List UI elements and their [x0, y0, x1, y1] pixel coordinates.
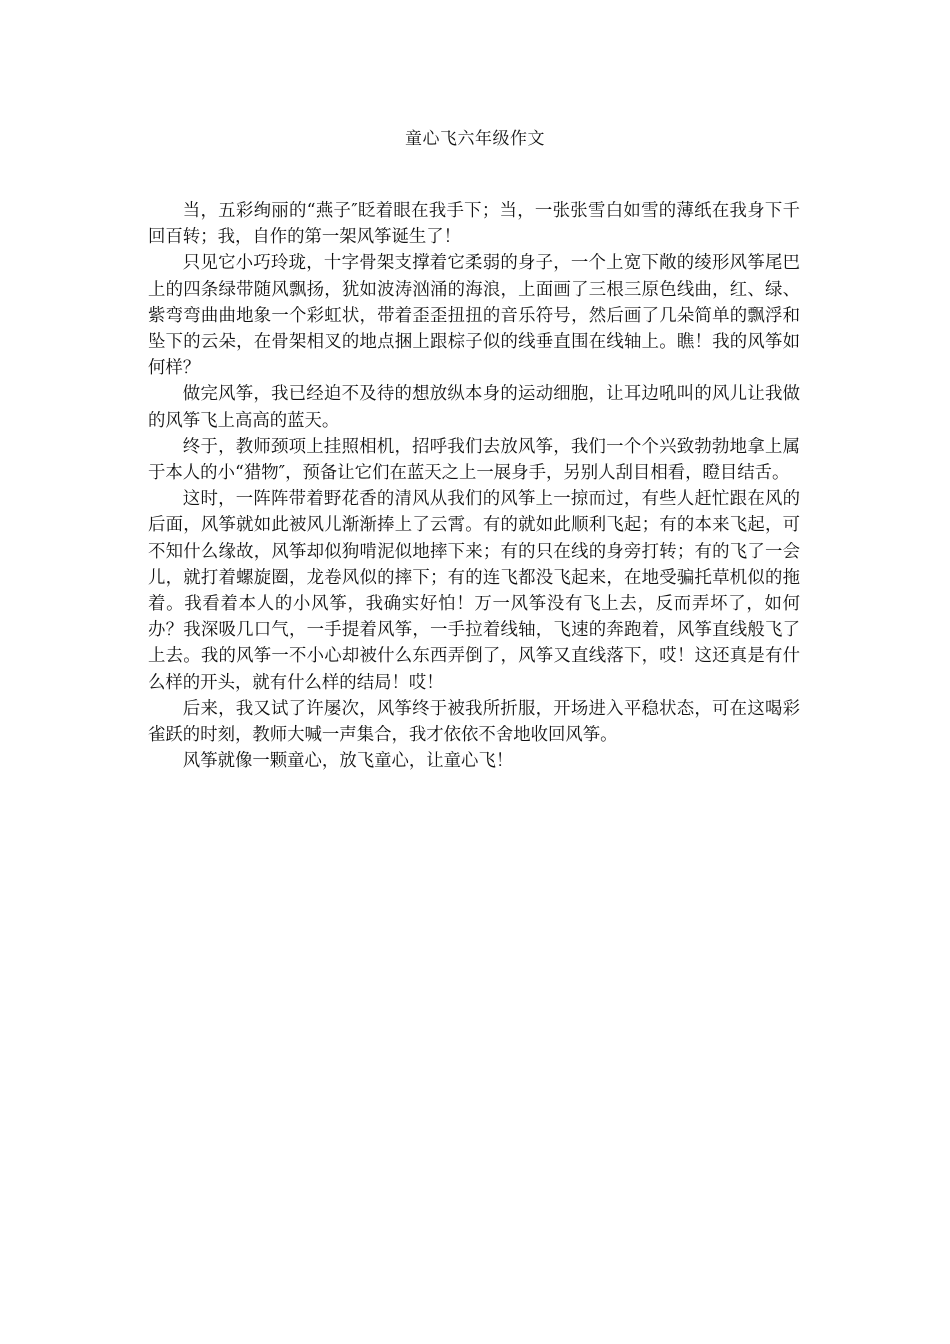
paragraph-3: 做完风筝，我已经迫不及待的想放纵本身的运动细胞，让耳边吼叫的风儿让我做的风筝飞上高高的蓝天。	[148, 384, 800, 431]
paragraph-1: 当，五彩绚丽的“燕子″眨着眼在我手下；当，一张张雪白如雪的薄纸在我身下千回百转；我，自作的第一架风筝诞生了！	[148, 201, 800, 248]
paragraph-6: 后来，我又试了许屡次，风筝终于被我所折服，开场进入平稳状态，可在这喝彩雀跃的时刻，教师大喊一声集合，我才依依不舍地收回风筝。	[148, 698, 800, 746]
document-body	[148, 198, 800, 774]
paragraph-2: 只见它小巧玲珑，十字骨架支撑着它柔弱的身子，一个上宽下敞的绫形风筝尾巴上的四条绿带随风飘扬，犹如波涛汹涌的海浪，上面画了三根三原色线曲，红、绿、紫弯弯曲曲地象一个彩虹状，带着歪歪扭扭的音乐符号，然后画了几朵简单的飘浮和坠下的云朵，在骨架相叉的地点捆上跟棕子似的线垂直围在线轴上。瞧！我的风筝如何样？	[148, 253, 800, 379]
paragraph-4: 终于，教师颈项上挂照相机，招呼我们去放风筝，我们一个个兴致勃勃地拿上属于本人的小“猎物″，预备让它们在蓝天之上一展身手，另别人刮目相看，瞪目结舌。	[148, 436, 800, 484]
paragraph-5: 这时，一阵阵带着野花香的清风从我们的风筝上一掠而过，有些人赶忙跟在风的后面，风筝就如此被风儿渐渐捧上了云霄。有的就如此顺利飞起；有的本来飞起，可不知什么缘故，风筝却似狗啃泥似地摔下来；有的只在线的身旁打转；有的飞了一会儿，就打着螺旋圈，龙卷风似的摔下；有的连飞都没飞起来，在地受骗托草机似的拖着。我看着本人的小风筝，我确实好怕！万一风筝没有飞上去，反而弄坏了，如何办？我深吸几口气，一手提着风筝，一手拉着线轴，飞速的奔跑着，风筝直线般飞了上去。我的风筝一不小心却被什么东西弄倒了，风筝又直线落下，哎！这还真是有什么样的开头，就有什么样的结局！哎！	[148, 489, 800, 693]
document-title: 童心飞六年级作文	[405, 129, 545, 149]
paragraph-7: 风筝就像一颗童心，放飞童心，让童心飞！	[182, 751, 514, 772]
